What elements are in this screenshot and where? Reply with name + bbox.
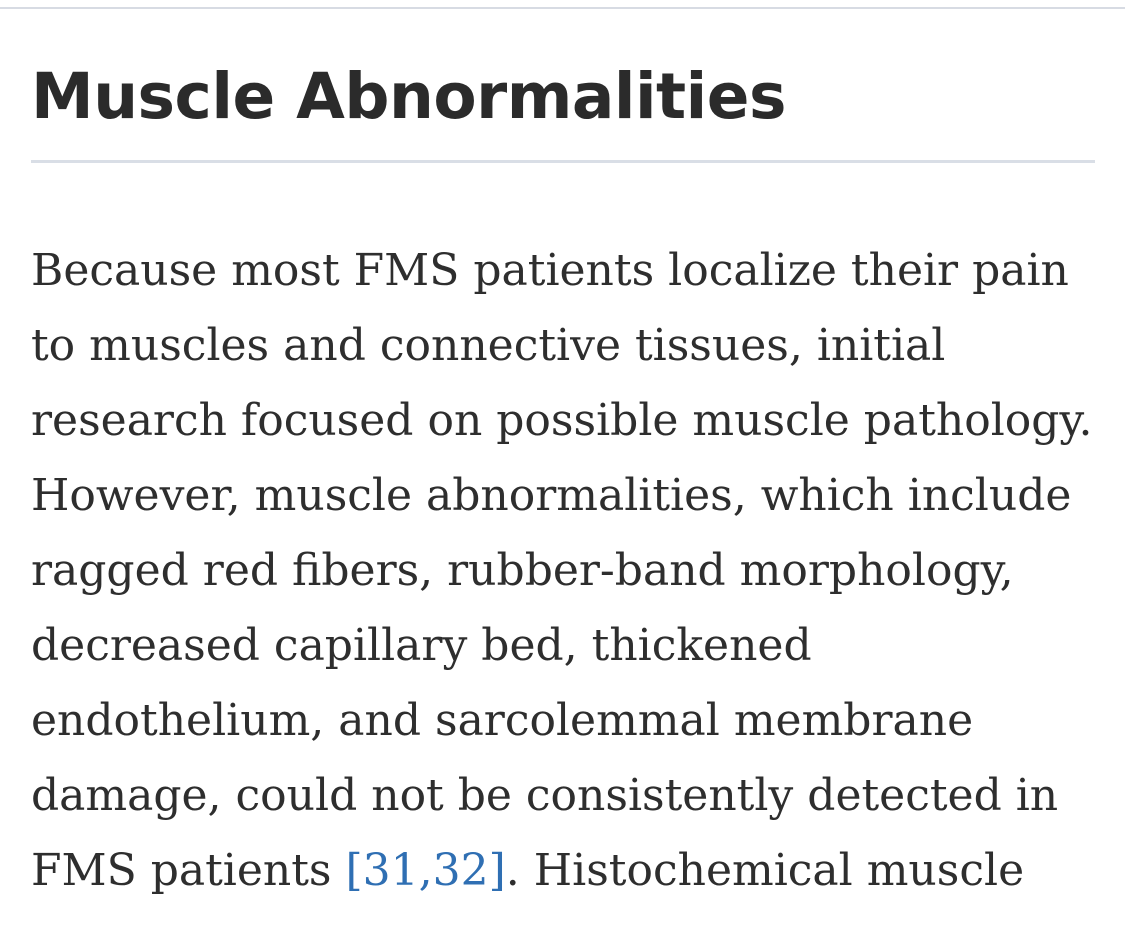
top-divider (0, 0, 1125, 9)
heading-underline (31, 160, 1095, 163)
paragraph-line: research focused on possible muscle pathology. (31, 395, 1093, 446)
text-segment: FMS patients (31, 845, 346, 896)
paragraph-line: damage, could not be consistently detected in (31, 770, 1059, 821)
paragraph-line: to muscles and connective tissues, initial (31, 320, 946, 371)
paragraph-line-with-citation (31, 833, 1101, 908)
paragraph-line: ragged red fibers, rubber-band morphology, (31, 545, 1014, 596)
article-paragraph (31, 233, 1101, 908)
paragraph-line: decreased capillary bed, thickened (31, 620, 812, 671)
paragraph-line: endothelium, and sarcolemmal membrane (31, 695, 974, 746)
citation-link[interactable]: [31,32] (345, 845, 506, 896)
paragraph-line: Because most FMS patients localize their pain (31, 245, 1069, 296)
section-heading: Muscle Abnormalities (31, 60, 786, 133)
text-segment: . Histochemical muscle (505, 845, 1025, 896)
paragraph-line: However, muscle abnormalities, which include (31, 470, 1072, 521)
